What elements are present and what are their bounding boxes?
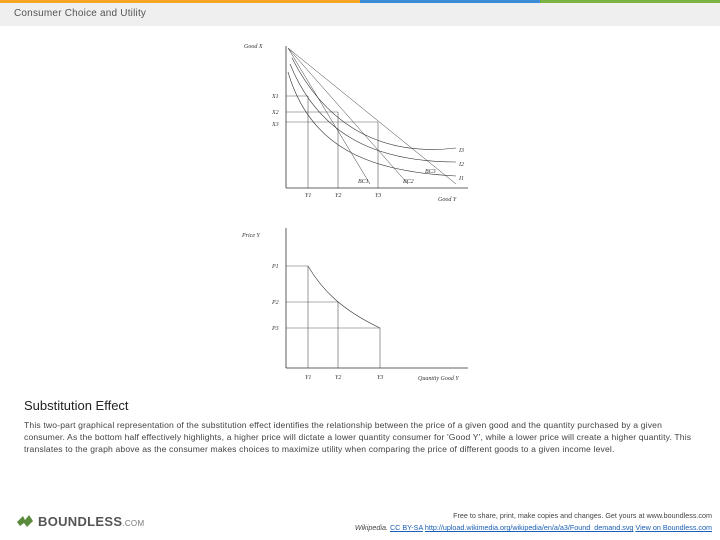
- y-tick-label: X2: [272, 110, 279, 116]
- bottom-x-axis-label: Quantity Good Y: [418, 376, 459, 382]
- quantity-tick-label: Y2: [335, 375, 342, 381]
- budget-line-bc3: [288, 48, 456, 184]
- substitution-effect-diagram: [230, 38, 490, 388]
- y-tick-label: X1: [272, 94, 279, 100]
- price-tick-label: P2: [272, 300, 279, 306]
- logo-wordmark: [38, 514, 144, 529]
- footer-attribution: [355, 510, 712, 534]
- budget-label: BC3: [425, 169, 436, 175]
- price-tick-label: P1: [272, 264, 279, 270]
- price-tick-label: P3: [272, 326, 279, 332]
- demand-curve: [308, 266, 380, 328]
- curve-label: I2: [459, 162, 464, 168]
- budget-line-bc1: [288, 48, 370, 184]
- source-name: Wikipedia.: [354, 523, 388, 532]
- caption-body: This two-part graphical representation of the substitution effect identifies the relationship between the price of a given good and the quantity purchased by a given consumer. As the bottom half effectively highlights, a higher price will dictate a lower quantity consumer for 'Good Y', while a lower price will create a higher quantity. This translates to the graph above as the consumer makes choices to maximize utility when comparing the price of different goods to a given income level.: [24, 420, 692, 454]
- quantity-tick-label: Y3: [377, 375, 384, 381]
- top-x-axis-label: Good Y: [438, 197, 457, 203]
- curve-label: I1: [459, 176, 464, 182]
- indifference-curve-i1: [288, 72, 456, 176]
- budget-label: BC1: [358, 179, 369, 185]
- bottom-graph-labels: [241, 233, 459, 382]
- x-tick-label: Y1: [305, 193, 312, 199]
- top-y-axis-label: Good X: [244, 44, 263, 50]
- y-tick-label: X3: [272, 122, 279, 128]
- bottom-graph: [286, 228, 468, 368]
- budget-line-bc2: [288, 48, 408, 184]
- top-graph: [286, 46, 468, 188]
- x-tick-label: Y3: [375, 193, 382, 199]
- slide-title-bar: [0, 3, 720, 26]
- source-url-link[interactable]: http://upload.wikimedia.org/wikipedia/en/a/a3/Found_demand.svg: [424, 523, 634, 532]
- bottom-y-axis-label: Price Y: [242, 233, 260, 239]
- x-tick-label: Y2: [335, 193, 342, 199]
- view-on-boundless-link[interactable]: View on Boundless.com: [635, 523, 712, 532]
- logo-suffix: .COM: [122, 518, 145, 528]
- license-line: Free to share, print, make copies and changes. Get yours at www.boundless.com: [453, 511, 712, 520]
- budget-label: BC2: [403, 179, 414, 185]
- indifference-curve-i3: [292, 58, 456, 150]
- boundless-logo[interactable]: [16, 513, 144, 529]
- logo-word: BOUNDLESS: [38, 513, 123, 529]
- source-line: [355, 522, 712, 534]
- caption-title: Substitution Effect: [24, 398, 129, 413]
- boundless-bird-icon: [16, 513, 34, 529]
- top-graph-labels: [244, 44, 464, 203]
- curve-label: I3: [459, 148, 464, 154]
- license-link[interactable]: CC BY-SA: [389, 523, 423, 532]
- slide-title: Consumer Choice and Utility: [14, 8, 147, 19]
- quantity-tick-label: Y1: [305, 375, 312, 381]
